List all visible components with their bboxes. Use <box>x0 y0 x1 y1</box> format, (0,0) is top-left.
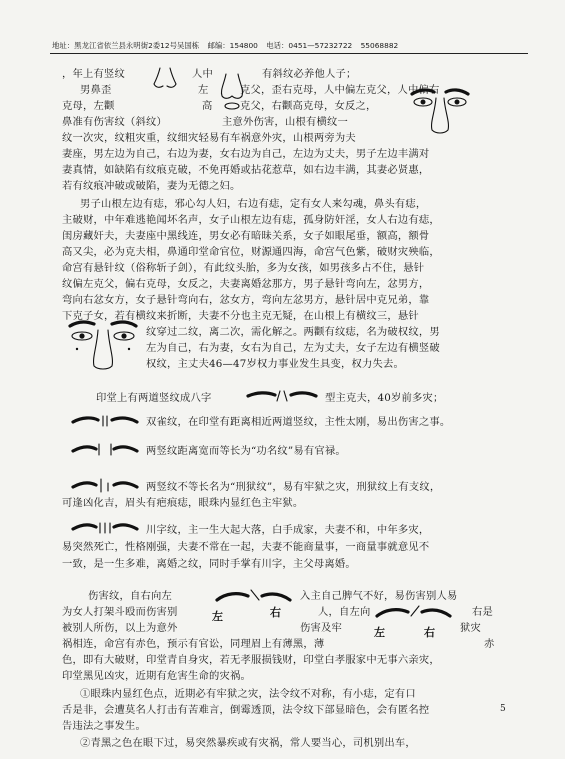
text-line: 鼻准有伤害纹（斜纹） <box>62 116 167 128</box>
brow-symbol <box>214 588 294 608</box>
text-line: 赤 <box>484 638 495 650</box>
text-line: 男子山根左边有痣，邪心勾人妇，右边有痣，定有女人来勾魂，鼻头有痣， <box>80 198 427 210</box>
text-line: 入主自己脾气不好，易伤害别人易 <box>300 590 458 602</box>
text-line: 纹偏左克父，偏右克母，女反之，夫妻离婚忿那方，男子悬针弯向左，忿男方， <box>62 278 430 290</box>
text-line: 伤害及牢 <box>300 622 342 634</box>
text-line: 主破财，中年难逃艳闻坏名声，女子山根左边有痣，孤身防奸淫，女人右边有痣， <box>62 214 440 226</box>
nose-mouth-illustration <box>216 72 248 116</box>
face-illustration <box>66 318 140 374</box>
text-line: 两竖纹不等长名为“刑狱纹”，易有牢狱之灾，刑狱纹上有支纹， <box>146 481 441 493</box>
text-line: 告违法之事发生。 <box>62 720 146 732</box>
label-right: 右 <box>424 626 435 639</box>
text-line: 右是 <box>472 606 493 618</box>
text-line: 妻座，男左边为自己，右边为妻，女右边为自己，左边为丈夫，男子左边丰满对 <box>62 148 430 160</box>
text-line: 色，即有大破财，印堂青自身灾，若无孝服损钱财，印堂白孝服家中无事六亲灾， <box>62 654 440 666</box>
text-line: 两竖纹距离宽而等长为“功名纹”易有官禄。 <box>146 445 346 457</box>
text-line: 克母，左颧 <box>62 100 115 112</box>
header-phone2: 55068882 <box>360 41 399 50</box>
text-line: 可逢凶化吉，眉头有疤痕痣，眼珠内显红色主牢狱。 <box>62 497 304 509</box>
text-line: ①眼珠内显红色点，近期必有牢狱之灾，法令纹不对称，有小痣，定有口 <box>80 688 416 700</box>
text-line: 纹穿过二纹，离二次，需化解之。两颧有纹痣，名为破权纹，男 <box>146 326 440 338</box>
header-address: 地址：黑龙江省依兰县永明街2委12号吴国栋 <box>52 41 200 50</box>
text-line: 左 <box>198 84 209 96</box>
label-right: 右 <box>270 606 281 619</box>
text-line: ，年上有竖纹 <box>62 68 125 80</box>
text-line: 易突然死亡，性格刚强，夫妻不常在一起，夫妻不能商量事，一商量事就意见不 <box>62 541 430 553</box>
text-line: 高 <box>202 100 213 112</box>
text-line: 伤害纹，自右向左 <box>88 590 172 602</box>
text-line: 为女人打架斗殴而伤害别 <box>62 606 178 618</box>
text-line: 妻真情，如缺陷有纹痕克破，不免再婚或拈花惹草，如右边丰满，其妻必贤惠， <box>62 164 430 176</box>
brow-symbol <box>70 477 140 495</box>
text-line: 弯向右忿女方，女子悬针弯向右，忿女方，弯向左忿男方，悬针居中克兄弟，靠 <box>62 294 430 306</box>
text-line: 权纹，主丈夫46—47岁权力事业发生具变，权力失去。 <box>146 358 404 370</box>
text-line: 男鼻歪 <box>80 84 112 96</box>
text-line: 若有纹痕冲破或破陷，妻为无德之妇。 <box>62 180 241 192</box>
text-line: 被别人所伤，以上为意外 <box>62 622 178 634</box>
text-line: 印堂黑见凶灾，近期有危害生命的灾祸。 <box>62 670 251 682</box>
page-header <box>52 40 522 51</box>
text-line: 克父，歪右克母，人中偏左克父，人中偏右 <box>240 84 440 96</box>
text-line: 主意外伤害，山根有横纹一 <box>222 116 348 128</box>
text-line: 闺房藏奸夫，夫妻座中黑线连，男女必有暗昧关系，女子如眼尾垂，额高，额骨 <box>62 230 430 242</box>
header-rule <box>50 53 528 54</box>
header-postcode: 邮编：154800 <box>207 41 258 50</box>
brow-symbol <box>245 388 319 406</box>
text-line: 双雀纹，在印堂有距离相近两道竖纹，主性太刚，易出伤害之事。 <box>146 416 451 428</box>
text-line: 人中 <box>192 68 213 80</box>
text-line: 祸相连，命宫有赤色，预示有官讼，同理眉上有薄黑，薄 <box>62 638 325 650</box>
text-line: 左为自己，右为妻，女右为自己，左为丈夫，女子左边有横竖破 <box>146 342 440 354</box>
text-line: 有斜纹必养他人子； <box>262 68 357 80</box>
text-line: 一致，是一生多难，离婚之纹，同时手掌有川字，主父母离婚。 <box>62 558 356 570</box>
text-line: 川字纹，主一生大起大落，白手成家，夫妻不和，中年多灾， <box>146 524 430 536</box>
nose-illustration <box>150 66 180 92</box>
text-line: 狱灾 <box>460 622 481 634</box>
label-left: 左 <box>212 610 223 623</box>
brow-symbol <box>70 412 140 430</box>
brow-symbol <box>374 604 454 624</box>
text-line: 舌是非，会遭莫名人打击有苦难言，倒霉透顶，法令纹下部显暗色，会有匿名控 <box>62 704 430 716</box>
page-number: 5 <box>500 704 506 714</box>
brow-symbol <box>70 441 140 459</box>
text-line: 印堂上有两道竖纹成八字 <box>96 392 212 404</box>
text-line: 克父，右颧高克母，女反之， <box>240 100 377 112</box>
brow-symbol <box>70 519 140 537</box>
label-left: 左 <box>374 626 385 639</box>
text-line: 下克子女，若有横纹来折断，夫妻不分也主克无疑，在山根上有横纹三，悬针 <box>62 310 419 322</box>
text-line: 纹一次灾，纹粗灾重，纹细灾轻易有车祸意外灾，山根两旁为夫 <box>62 132 356 144</box>
text-line: 型主克夫，40岁前多灾； <box>325 392 444 404</box>
face-illustration <box>410 86 470 142</box>
header-phone: 电话：0451—57232722 <box>266 41 353 50</box>
text-line: ②青黑之色在眼下过，易突然暴疾或有灾祸，常人要当心，司机别出车， <box>80 737 416 749</box>
text-line: 人，自左向 <box>318 606 371 618</box>
text-line: 高又尖，必为克夫相，鼻通印堂命官位，财源通四海，命宫气色紫，破财灾殃临， <box>62 246 440 258</box>
text-line: 命宫有悬针纹（俗称斩子剑），有此纹头胎，多为女孩，如男孩多占不住，悬针 <box>62 262 425 274</box>
